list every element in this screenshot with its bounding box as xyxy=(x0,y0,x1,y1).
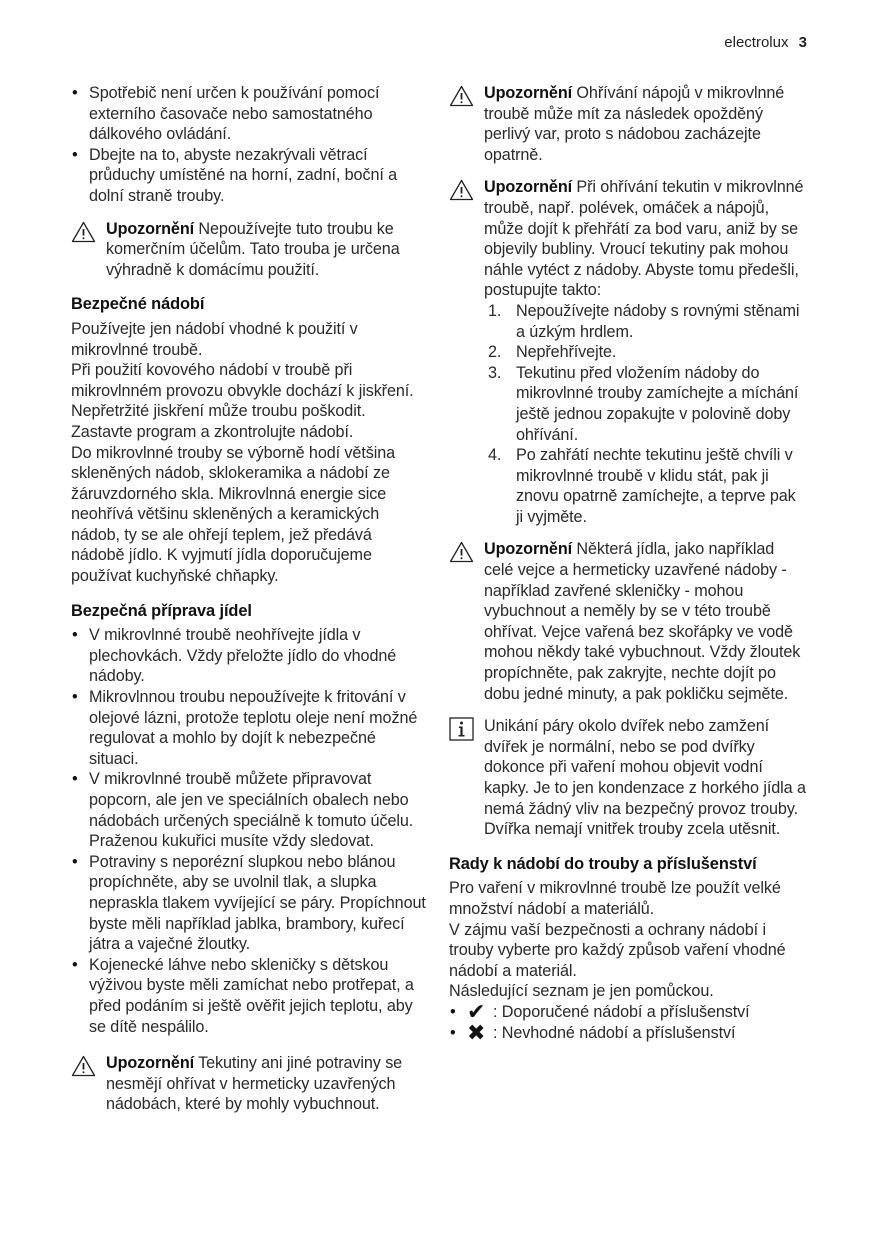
list-item: • V mikrovlnné troubě můžete připravovat popcorn, ale jen ve speciálních obalech nebo nádobách určených speciálně k tomuto účelu. Praženou kukuřici musíte vždy sledovat. xyxy=(71,769,429,851)
paragraph: Pro vaření v mikrovlnné troubě lze použít velké množství nádobí a materiálů. xyxy=(449,879,781,918)
warning-label: Upozornění xyxy=(484,540,573,559)
steps-list xyxy=(484,301,807,528)
list-item: • Kojenecké láhve nebo skleničky s dětskou výživou byste měli zamíchat nebo protřepat, a před podáním si ještě ověřit jejich teplotu, aby se dítě nespálilo. xyxy=(71,955,429,1037)
info-steam-note xyxy=(449,716,807,840)
warning-delayed-boiling xyxy=(449,83,807,165)
step-text: Po zahřátí nechte tekutinu ještě chvíli v mikrovlnné troubě v klidu stát, pak ji znovu opatrně zamíchejte, a teprve pak ji vyjměte. xyxy=(516,446,796,526)
list-item: • V mikrovlnné troubě neohřívejte jídla v plechovkách. Vždy přeložte jídlo do vhodné nádoby. xyxy=(71,625,429,687)
warning-label: Upozornění xyxy=(106,1054,195,1073)
warning-text: Tekutiny ani jiné potraviny se nesmějí ohřívat v hermeticky uzavřených nádobách, které by mohly vybuchnout. xyxy=(106,1054,403,1114)
paragraph: Do mikrovlnné trouby se výborně hodí většina skleněných nádob, sklokeramika a nádobí ze žáruvzdorného skla. Mikrovlnná energie sice neohřívá většinu skleněných a keramických nádob, ty se ale ohřejí teplem, jež předává nádobě jídlo. K vyjmutí jídla doporučujeme používat kuchyňské chňapky. xyxy=(71,443,396,586)
left-column xyxy=(71,83,429,1115)
step-number: 2. xyxy=(488,343,502,362)
step-number: 3. xyxy=(488,363,502,382)
warning-triangle-icon xyxy=(71,221,96,243)
warning-exploding-foods xyxy=(449,539,807,704)
warning-text: Nepoužívejte tuto troubu ke komerčním účelům. Tato trouba je určena výhradně k domácímu použití. xyxy=(106,219,400,279)
warning-text: Některá jídla, jako například celé vejce a hermeticky uzavřené nádoby - například zavřené skleničky - mohou vybuchnout a neměly by se v této troubě ohřívat. Vejce vařená bez skořápky ve vodě mohou někdy také vybuchnout. Vždy žloutek propíchněte, pak zakryjte, nechte dojít po dobu jedné minuty, a pak pokličku sejměte. xyxy=(484,540,801,703)
info-icon xyxy=(449,717,474,741)
warning-label: Upozornění xyxy=(484,84,573,102)
list-item: • Spotřebič není určen k používání pomocí externího časovače nebo samostatného dálkového ovládání. xyxy=(71,83,429,145)
cross-icon: ✖ xyxy=(467,1019,486,1045)
warning-label: Upozornění xyxy=(484,178,573,197)
right-column xyxy=(449,83,807,1043)
intro-bullet-list xyxy=(71,83,429,207)
info-text: Unikání páry okolo dvířek nebo zamžení dvířek je normální, nebo se pod dvířky dokonce při vaření mohou objevit vodní kapky. Je to jen kondenzace z horkého jídla a nemá žádný vliv na bezpečný provoz trouby. Dvířka nemají vnitřek trouby zcela utěsnit. xyxy=(484,717,806,839)
legend-text: : Doporučené nádobí a příslušenství xyxy=(493,1002,750,1021)
warning-triangle-icon xyxy=(449,541,474,563)
step-number: 1. xyxy=(488,301,502,320)
paragraph: Následující seznam je jen pomůckou. xyxy=(449,982,714,1001)
list-item: • Dbejte na to, abyste nezakrývali větrací průduchy umístěné na horní, zadní, boční a dolní straně trouby. xyxy=(71,145,429,207)
section-heading-safe-cookware: Bezpečné nádobí xyxy=(71,295,205,314)
list-item: • Potraviny s neporézní slupkou nebo blánou propíchněte, aby se uvolnil tlak, a slupka neprasklа tlakem vyvíjející se páry. Propíchnout byste měli například jablka, brambory, kuřecí játra a vaječné žloutky. xyxy=(71,852,429,955)
warning-triangle-icon xyxy=(449,179,474,201)
safe-cooking-list xyxy=(71,625,429,1037)
legend-unsuitable xyxy=(449,1019,807,1045)
check-icon: ✔ xyxy=(467,998,486,1024)
warning-text: Při ohřívání tekutin v mikrovlnné troubě, např. polévek, omáček a nápojů, může dojít k přehřátí za bod varu, aniž by se objevily bubliny. Vroucí tekutiny pak mohou náhle vytéct z nádoby. Abyste tomu předešli, postupujte takto: xyxy=(484,178,804,300)
warning-overheating-liquids xyxy=(449,177,807,527)
page-number: 3 xyxy=(798,34,807,51)
warning-commercial-use xyxy=(71,219,429,281)
paragraph: V zájmu vaší bezpečnosti a ochrany nádobí i trouby vyberte pro každý způsob vaření vhodné nádobí a materiál. xyxy=(449,920,786,980)
list-item xyxy=(488,301,807,342)
list-item xyxy=(488,363,807,445)
page-header xyxy=(724,34,807,51)
legend-recommended xyxy=(449,998,807,1024)
warning-sealed-containers xyxy=(71,1053,429,1115)
warning-text: Ohřívání nápojů v mikrovlnné troubě může mít za následek opožděný perlivý var, proto s nádobou zacházejte opatrně. xyxy=(484,84,785,164)
list-item xyxy=(488,445,807,527)
section-heading-safe-cooking: Bezpečná příprava jídel xyxy=(71,601,252,620)
list-item: • Mikrovlnnou troubu nepoužívejte k fritování v olejové lázni, protože teplotu oleje není možné regulovat a mohlo by dojít k nebezpečné situaci. xyxy=(71,687,429,769)
warning-triangle-icon xyxy=(71,1055,96,1077)
paragraph: Používejte jen nádobí vhodné k použití v mikrovlnné troubě. xyxy=(71,319,358,359)
step-number: 4. xyxy=(488,446,502,465)
section-heading-cookware-tips: Rady k nádobí do trouby a příslušenství xyxy=(449,854,757,873)
warning-triangle-icon xyxy=(449,85,474,107)
brand-name: electrolux xyxy=(724,34,789,51)
warning-label: Upozornění xyxy=(106,219,195,238)
list-item xyxy=(488,342,807,363)
step-text: Tekutinu před vložením nádoby do mikrovlnné trouby zamíchejte a míchání ještě jednou zopakujte v polovině doby ohřívání. xyxy=(516,363,799,444)
legend-text: : Nevhodné nádobí a příslušenství xyxy=(493,1023,736,1042)
step-text: Nepoužívejte nádoby s rovnými stěnami a úzkým hrdlem. xyxy=(516,301,800,341)
step-text: Nepřehřívejte. xyxy=(516,343,617,362)
paragraph: Při použití kovového nádobí v troubě při mikrovlnném provozu obvykle dochází k jiskření. Nepřetržité jiskření může troubu poškodit. Zastavte program a zkontrolujte nádobí. xyxy=(71,361,414,441)
